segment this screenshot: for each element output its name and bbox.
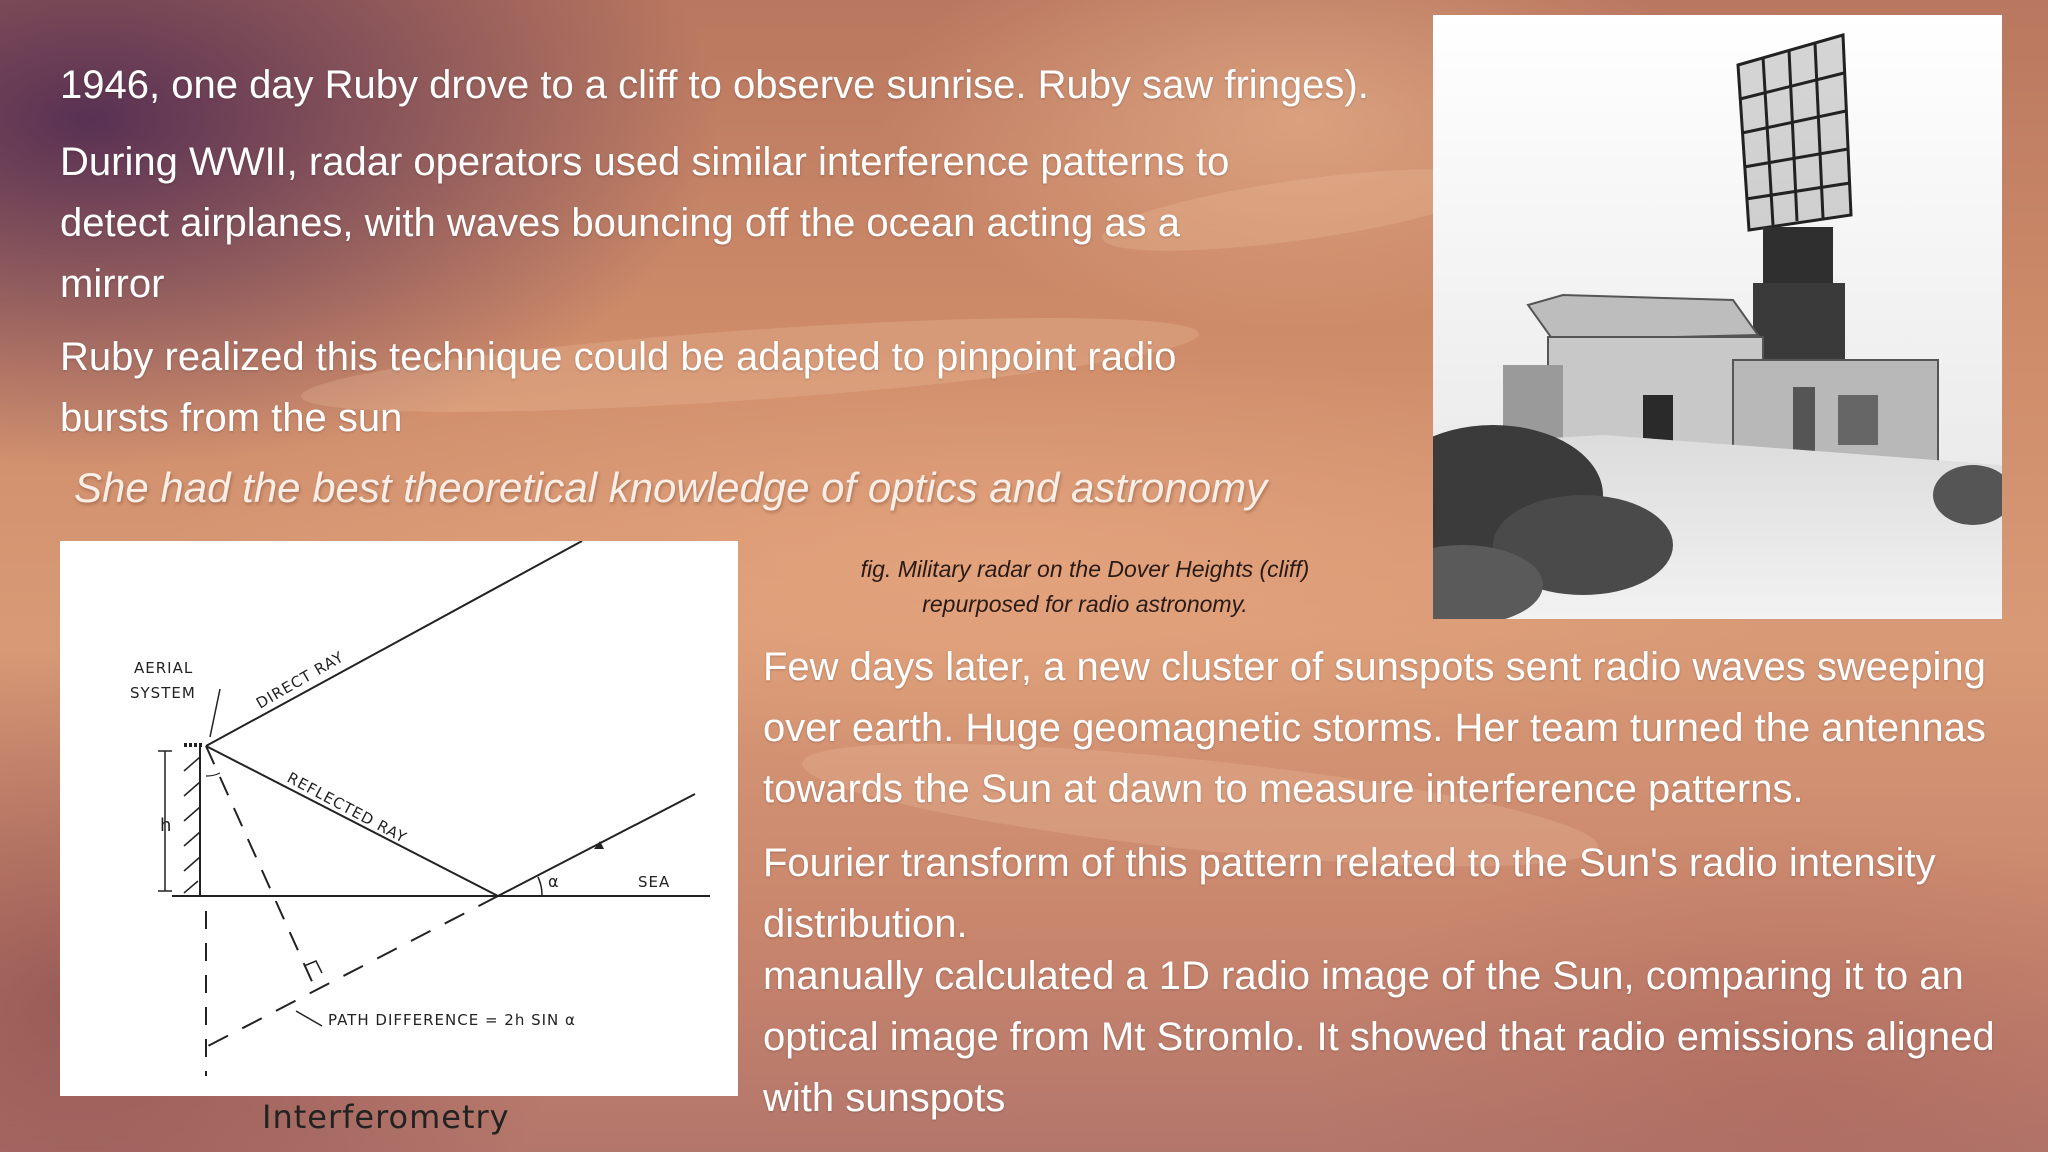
direct-ray-line	[206, 541, 582, 746]
reflected-ray-line	[206, 746, 498, 896]
angle-arc	[538, 877, 542, 896]
technique-paragraph: Ruby realized this technique could be adapted to pinpoint radio bursts from the sun	[60, 335, 1177, 440]
path-difference-label: PATH DIFFERENCE = 2h SIN α	[328, 1011, 576, 1029]
radar-antenna	[1738, 35, 1851, 230]
building-roof	[1528, 295, 1758, 340]
direct-ray-label: DIRECT RAY	[253, 647, 348, 713]
height-label: h	[160, 815, 173, 836]
interferometry-diagram-svg	[60, 541, 738, 1096]
fourier-paragraph: Fourier transform of this pattern related to the Sun's radio intensity distribution.	[763, 841, 1936, 946]
sea-label: SEA	[638, 873, 671, 891]
quote-text: She had the best theoretical knowledge of optics and astronomy	[74, 464, 1268, 511]
diagram-caption: Interferometry	[262, 1098, 510, 1136]
angle-label: α	[548, 872, 560, 891]
aerial-label-1: AERIAL	[134, 659, 194, 677]
photo-caption: fig. Military radar on the Dover Heights (cliff) repurposed for radio astronomy.	[860, 556, 1310, 617]
radar-photo-illustration	[1433, 15, 2002, 619]
cliff-hatching	[184, 757, 200, 893]
radar-paragraph: During WWII, radar operators used similar interference patterns to detect airplanes, with waves bouncing off the ocean acting as a mirror	[60, 140, 1230, 306]
reflected-ray-label: REFLECTED RAY	[284, 768, 410, 847]
aerial-label-2: SYSTEM	[130, 684, 196, 702]
intro-paragraph: 1946, one day Ruby drove to a cliff to observe sunrise. Ruby saw fringes).	[60, 63, 1369, 107]
interferometry-diagram	[60, 541, 738, 1096]
radar-photo	[1433, 15, 2002, 619]
radio-image-paragraph: manually calculated a 1D radio image of the Sun, comparing it to an optical image from Mt Stromlo. It showed that radio emissions aligned with sunspots	[763, 954, 1995, 1120]
sunspots-paragraph: Few days later, a new cluster of sunspots sent radio waves sweeping over earth. Huge geomagnetic storms. Her team turned the antennas towards the Sun at dawn to measure interference patterns.	[763, 645, 1986, 811]
radar-tower	[1763, 227, 1833, 287]
